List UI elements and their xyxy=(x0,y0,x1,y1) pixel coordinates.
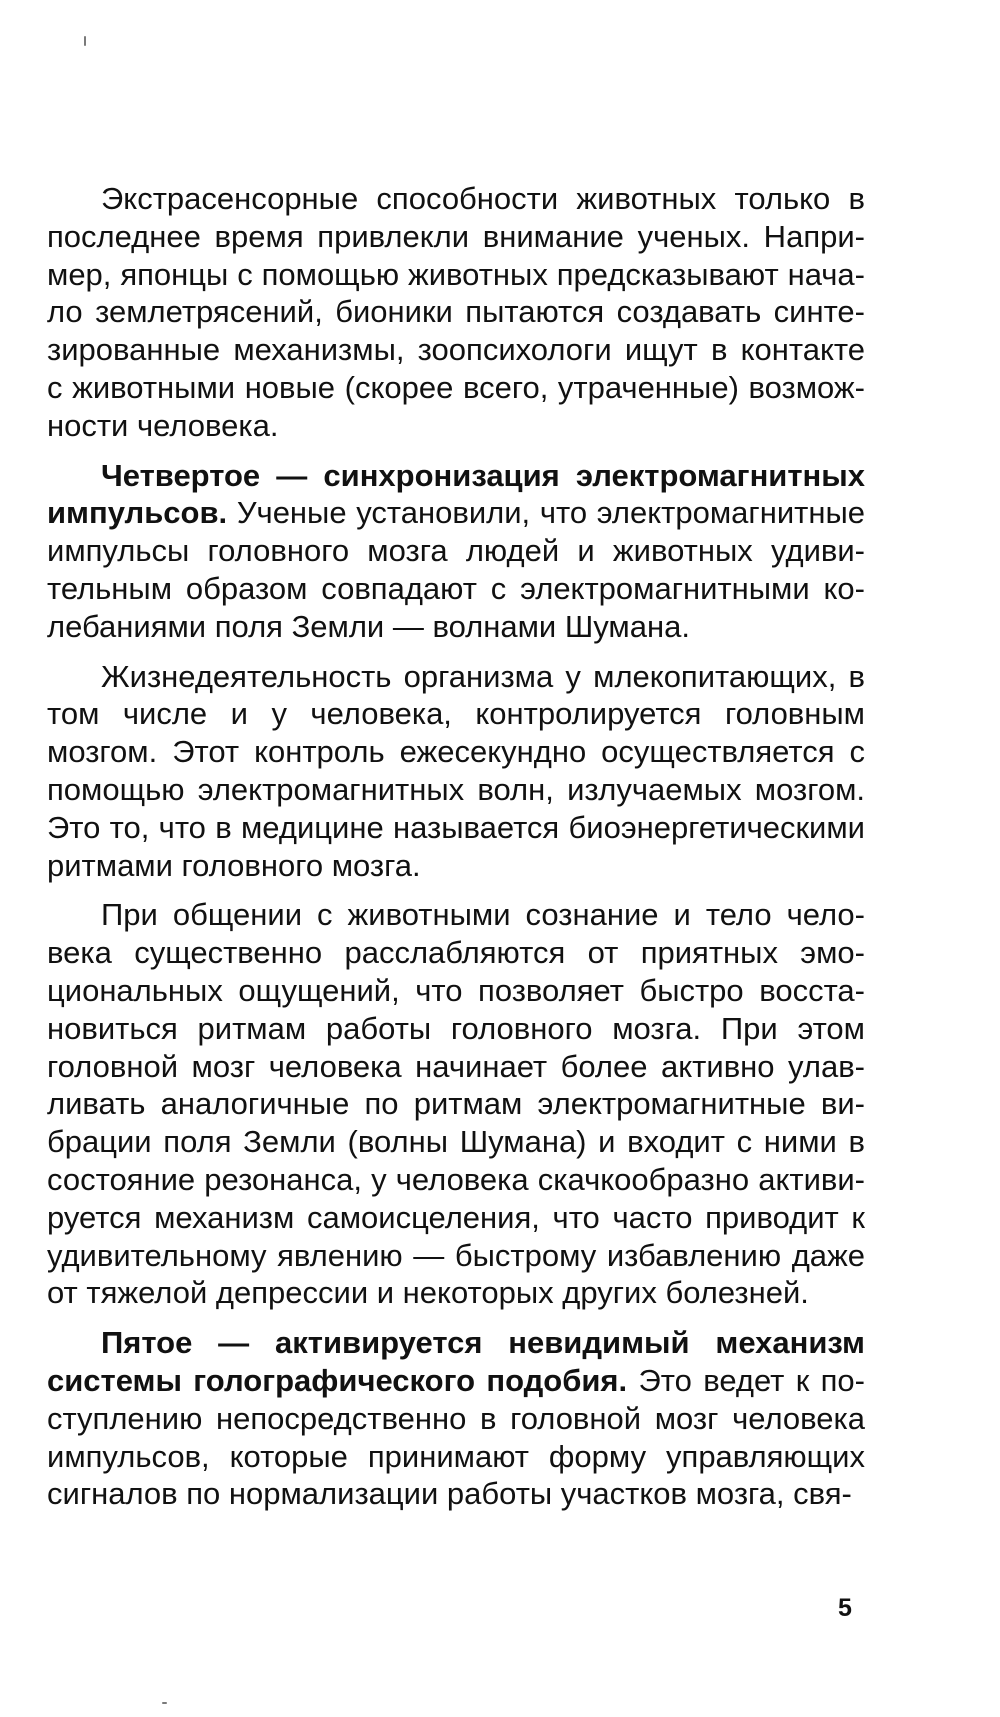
scan-speck xyxy=(84,36,86,46)
paragraph-text: Жизнедеятельность организма у млекопитающих, в том числе и у человека, контролируется головным мозгом. Этот контроль ежесекундно осуществляется с помощью электромагнитных волн, излучаемых мозгом. Это то, что в медицине называется биоэнергетическими ритмами головного мозга. xyxy=(47,658,865,883)
scan-speck xyxy=(162,1702,167,1704)
page-number: 5 xyxy=(838,1594,852,1622)
paragraph-text: Это ведет к поступлению непосредственно в головной мозг человека импульсов, которые принимают форму управляющих сигналов по нормализации работы участков мозга, свя- xyxy=(47,1362,865,1512)
paragraph-fifth-point xyxy=(47,1324,865,1513)
paragraph-lead-heading: Четвертое — синхронизация электромагнитных импульсов. xyxy=(47,457,865,531)
page-body-text xyxy=(47,180,865,1513)
paragraph-fourth-point xyxy=(47,457,865,646)
paragraph-lead-heading: Пятое — активируется невидимый механизм системы голографического подобия. xyxy=(47,1325,865,1398)
paragraph-animal-abilities xyxy=(47,180,865,445)
paragraph-animal-contact xyxy=(47,896,865,1312)
paragraph-text: Ученые установили, что электромагнитные импульсы головного мозга людей и животных удивительным образом совпадают с электромагнитными колебаниями поля Земли — волнами Шумана. xyxy=(47,495,865,644)
paragraph-brain-control xyxy=(47,658,865,885)
paragraph-text: Экстрасенсорные способности животных только в последнее время привлекли внимание ученых. Например, японцы с помощью животных предсказывают начало землетрясений, бионики пытаются создавать синтезированные механизмы, зоопсихологи ищут в контакте с животными новые (скорее всего, утраченные) возможности человека. xyxy=(47,181,865,443)
paragraph-text: При общении с животными сознание и тело человека существенно расслабляются от приятных эмоциональных ощущений, что позволяет быстро восстановиться ритмам работы головного мозга. При этом головной мозг человека начинает более активно улавливать аналогичные по ритмам электромагнитные вибрации поля Земли (волны Шумана) и входит с ними в состояние резонанса, у человека скачкообразно активируется механизм самоисцеления, что часто приводит к удивительному явлению — быстрому избавлению даже от тяжелой депрессии и некоторых других болезней. xyxy=(47,897,865,1311)
